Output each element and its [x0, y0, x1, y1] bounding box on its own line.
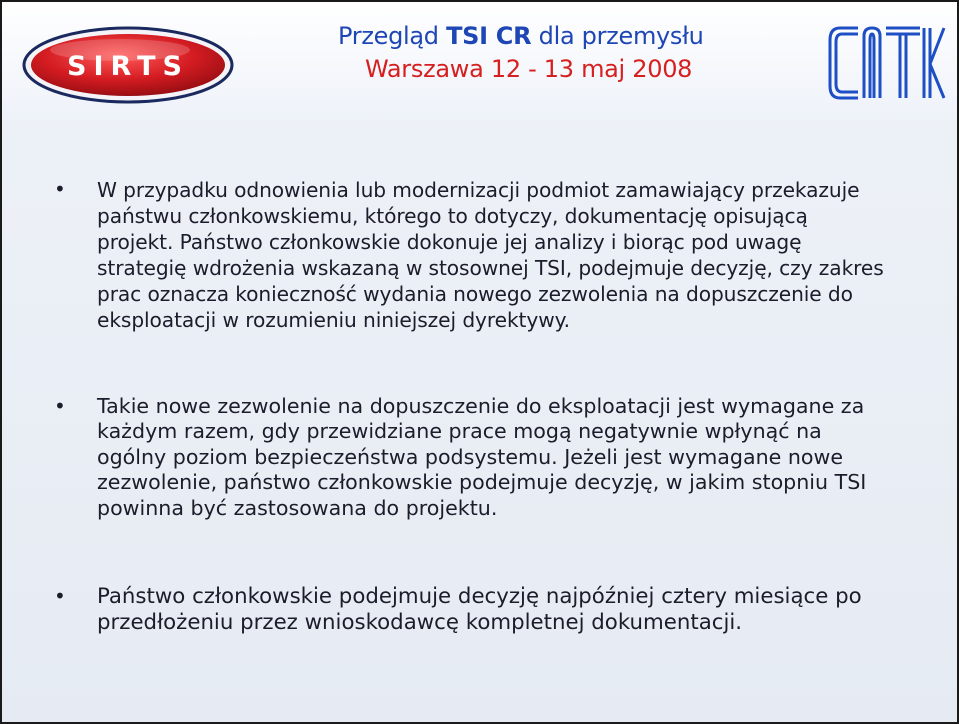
header-title-part1: Przegląd: [338, 22, 447, 50]
header-title-bold: TSI CR: [446, 22, 532, 50]
bullet-icon: •: [54, 177, 66, 201]
header-title: [338, 22, 708, 50]
slide-header: [2, 2, 957, 120]
header-subtitle: Warszawa 12 - 13 maj 2008: [365, 55, 693, 83]
bullet-text: W przypadku odnowienia lub modernizacji podmiot zamawiający przekazuje państwu członkowskiemu, którego to dotyczy, dokumentację opisującą projekt. Państwo członkowskie dokonuje jej analizy i biorąc pod uwagę strategię wdrożenia wskazaną w stosownej TSI, podejmuje decyzję, czy zakres prac oznacza konieczność wydania nowego zezwolenia na dopuszczenie do eksploatacji w rozumieniu niniejszej dyrektywy.: [97, 178, 884, 332]
sirts-logo-text: SIRTS: [67, 51, 189, 82]
sirts-logo: [22, 26, 234, 104]
bullet-icon: •: [54, 584, 66, 608]
slide-content: [2, 120, 957, 722]
header-title-part2: dla przemysłu: [531, 22, 704, 50]
bullet-text: Państwo członkowskie podejmuje decyzję najpóźniej cztery miesiące po przedłożeniu przez wnioskodawcę kompletnej dokumentacji.: [97, 584, 862, 635]
cntk-logo: [824, 20, 946, 108]
bullet-text: Takie nowe zezwolenie na dopuszczenie do eksploatacji jest wymagane za każdym razem, gdy przewidziane prace mogą negatywnie wpłynąć na ogólny poziom bezpieczeństwa podsystemu. Jeżeli jest wymagane nowe zezwolenie, państwo członkowskie podejmuje decyzję, w jakim stopniu TSI powinna być zastosowana do projektu.: [97, 394, 867, 520]
bullet-icon: •: [54, 394, 66, 418]
